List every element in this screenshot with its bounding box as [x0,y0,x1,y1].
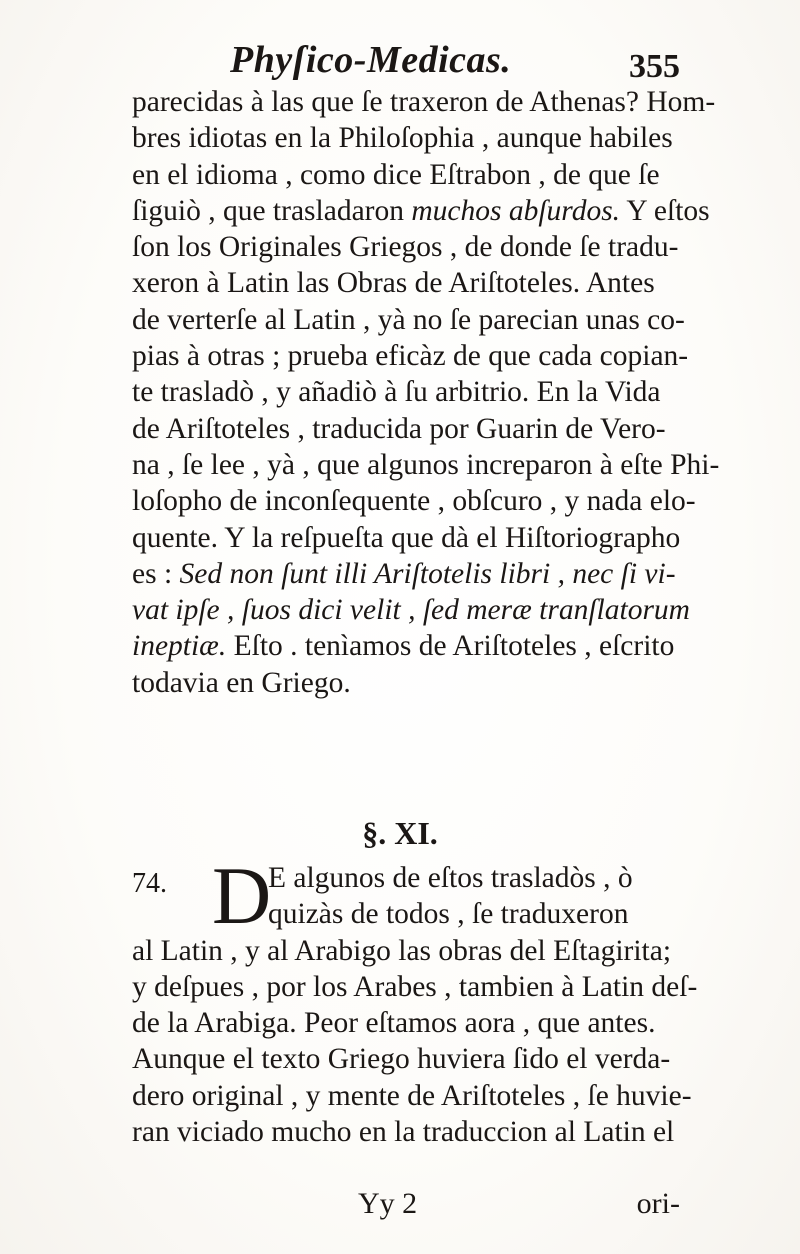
text-line [132,229,680,265]
line-text: parecidas à las que ſe traxeron de Athenas? Hom- [132,86,716,118]
text-line [132,483,696,519]
text-line [132,374,680,410]
text-line [132,302,685,338]
line-text: bres idiotas en la Philoſophia , aunque habiles [132,122,673,155]
text-line [132,120,680,156]
line-text: E algunos de eſtos trasladòs , ò [268,862,633,894]
text-line [132,592,690,628]
line-text: loſopho de inconſequente , obſcuro , y nada elo- [132,485,696,518]
section-heading: §. XI. [362,815,438,851]
text-line [132,628,680,664]
signature-mark: Yy 2 [358,1187,418,1220]
catchword: ori- [636,1187,680,1220]
line-text: ſon los Originales Griegos , de donde ſe tradu- [132,231,679,264]
line-text: de Ariſtoteles , traducida por Guarin de Vero- [132,412,666,445]
text-line [132,411,680,447]
text-line [132,969,698,1005]
line-text: Y eſtos [620,194,710,227]
page-footer [132,1187,680,1227]
line-text: en el idioma , como dice Eſtrabon , de que ſe [132,158,660,191]
text-line [132,447,720,483]
text-line [132,896,680,932]
line-text: te trasladò , y añadiò à ſu arbitrio. En la Vida [132,376,661,409]
line-text: Aunque el texto Griego huviera ſido el verda- [132,1043,671,1076]
paragraph-number: 74. [132,868,167,899]
text-line [132,338,689,374]
text-line [132,84,716,120]
text-line [132,665,680,701]
text-line [132,1041,680,1077]
running-title: Phyſico-Medicas. [230,39,512,81]
line-text: ſiguiò , que trasladaron [132,194,412,227]
line-text: de la Arabiga. Peor eſtamos aora , que antes. [132,1007,656,1040]
line-text: xeron à Latin las Obras de Ariſtoteles. Antes [132,267,655,300]
page-number: 355 [629,48,680,85]
text-line [132,1114,680,1150]
drop-cap: D [212,850,272,941]
text-line [132,193,710,229]
text-line [132,157,680,193]
italic-text: Sed non ſunt illi Ariſtotelis libri , nec ſi vi- [179,557,676,590]
line-text: de verterſe al Latin , yà no ſe parecian unas co- [132,303,685,336]
line-text: ran viciado mucho en la traduccion al Latin el [132,1116,675,1149]
text-line [132,556,680,592]
line-text: y deſpues , por los Arabes , tambien à Latin deſ- [132,970,698,1003]
paragraph-1 [132,84,720,701]
text-line [132,1078,692,1114]
line-text: dero original , y mente de Ariſtoteles , ſe huvie- [132,1079,692,1112]
line-text: pias à otras ; prueba eficàz de que cada copian- [132,340,689,373]
text-line [132,1005,680,1041]
line-text: na , ſe lee , yà , que algunos increparon à eſte Phi- [132,448,720,481]
text-line [132,860,680,896]
italic-text: ineptiæ. [132,630,227,663]
line-text: quente. Y la reſpueſta que dà el Hiſtoriographo [132,521,681,554]
text-line [132,933,680,969]
paragraph-2 [132,850,698,1150]
italic-text: muchos abſurdos. [411,194,621,227]
line-text: todavia en Griego. [132,666,351,699]
line-text: es : [132,557,180,590]
line-text: al Latin , y al Arabigo las obras del Eſtagirita; [132,934,672,967]
text-line [132,265,680,301]
line-text: Eſto . tenìamos de Ariſtoteles , eſcrito [226,630,675,663]
italic-text: vat ipſe , ſuos dici velit , ſed meræ tranſlatorum [132,594,690,627]
line-text: quizàs de todos , ſe traduxeron [268,898,629,931]
text-line [132,520,680,556]
